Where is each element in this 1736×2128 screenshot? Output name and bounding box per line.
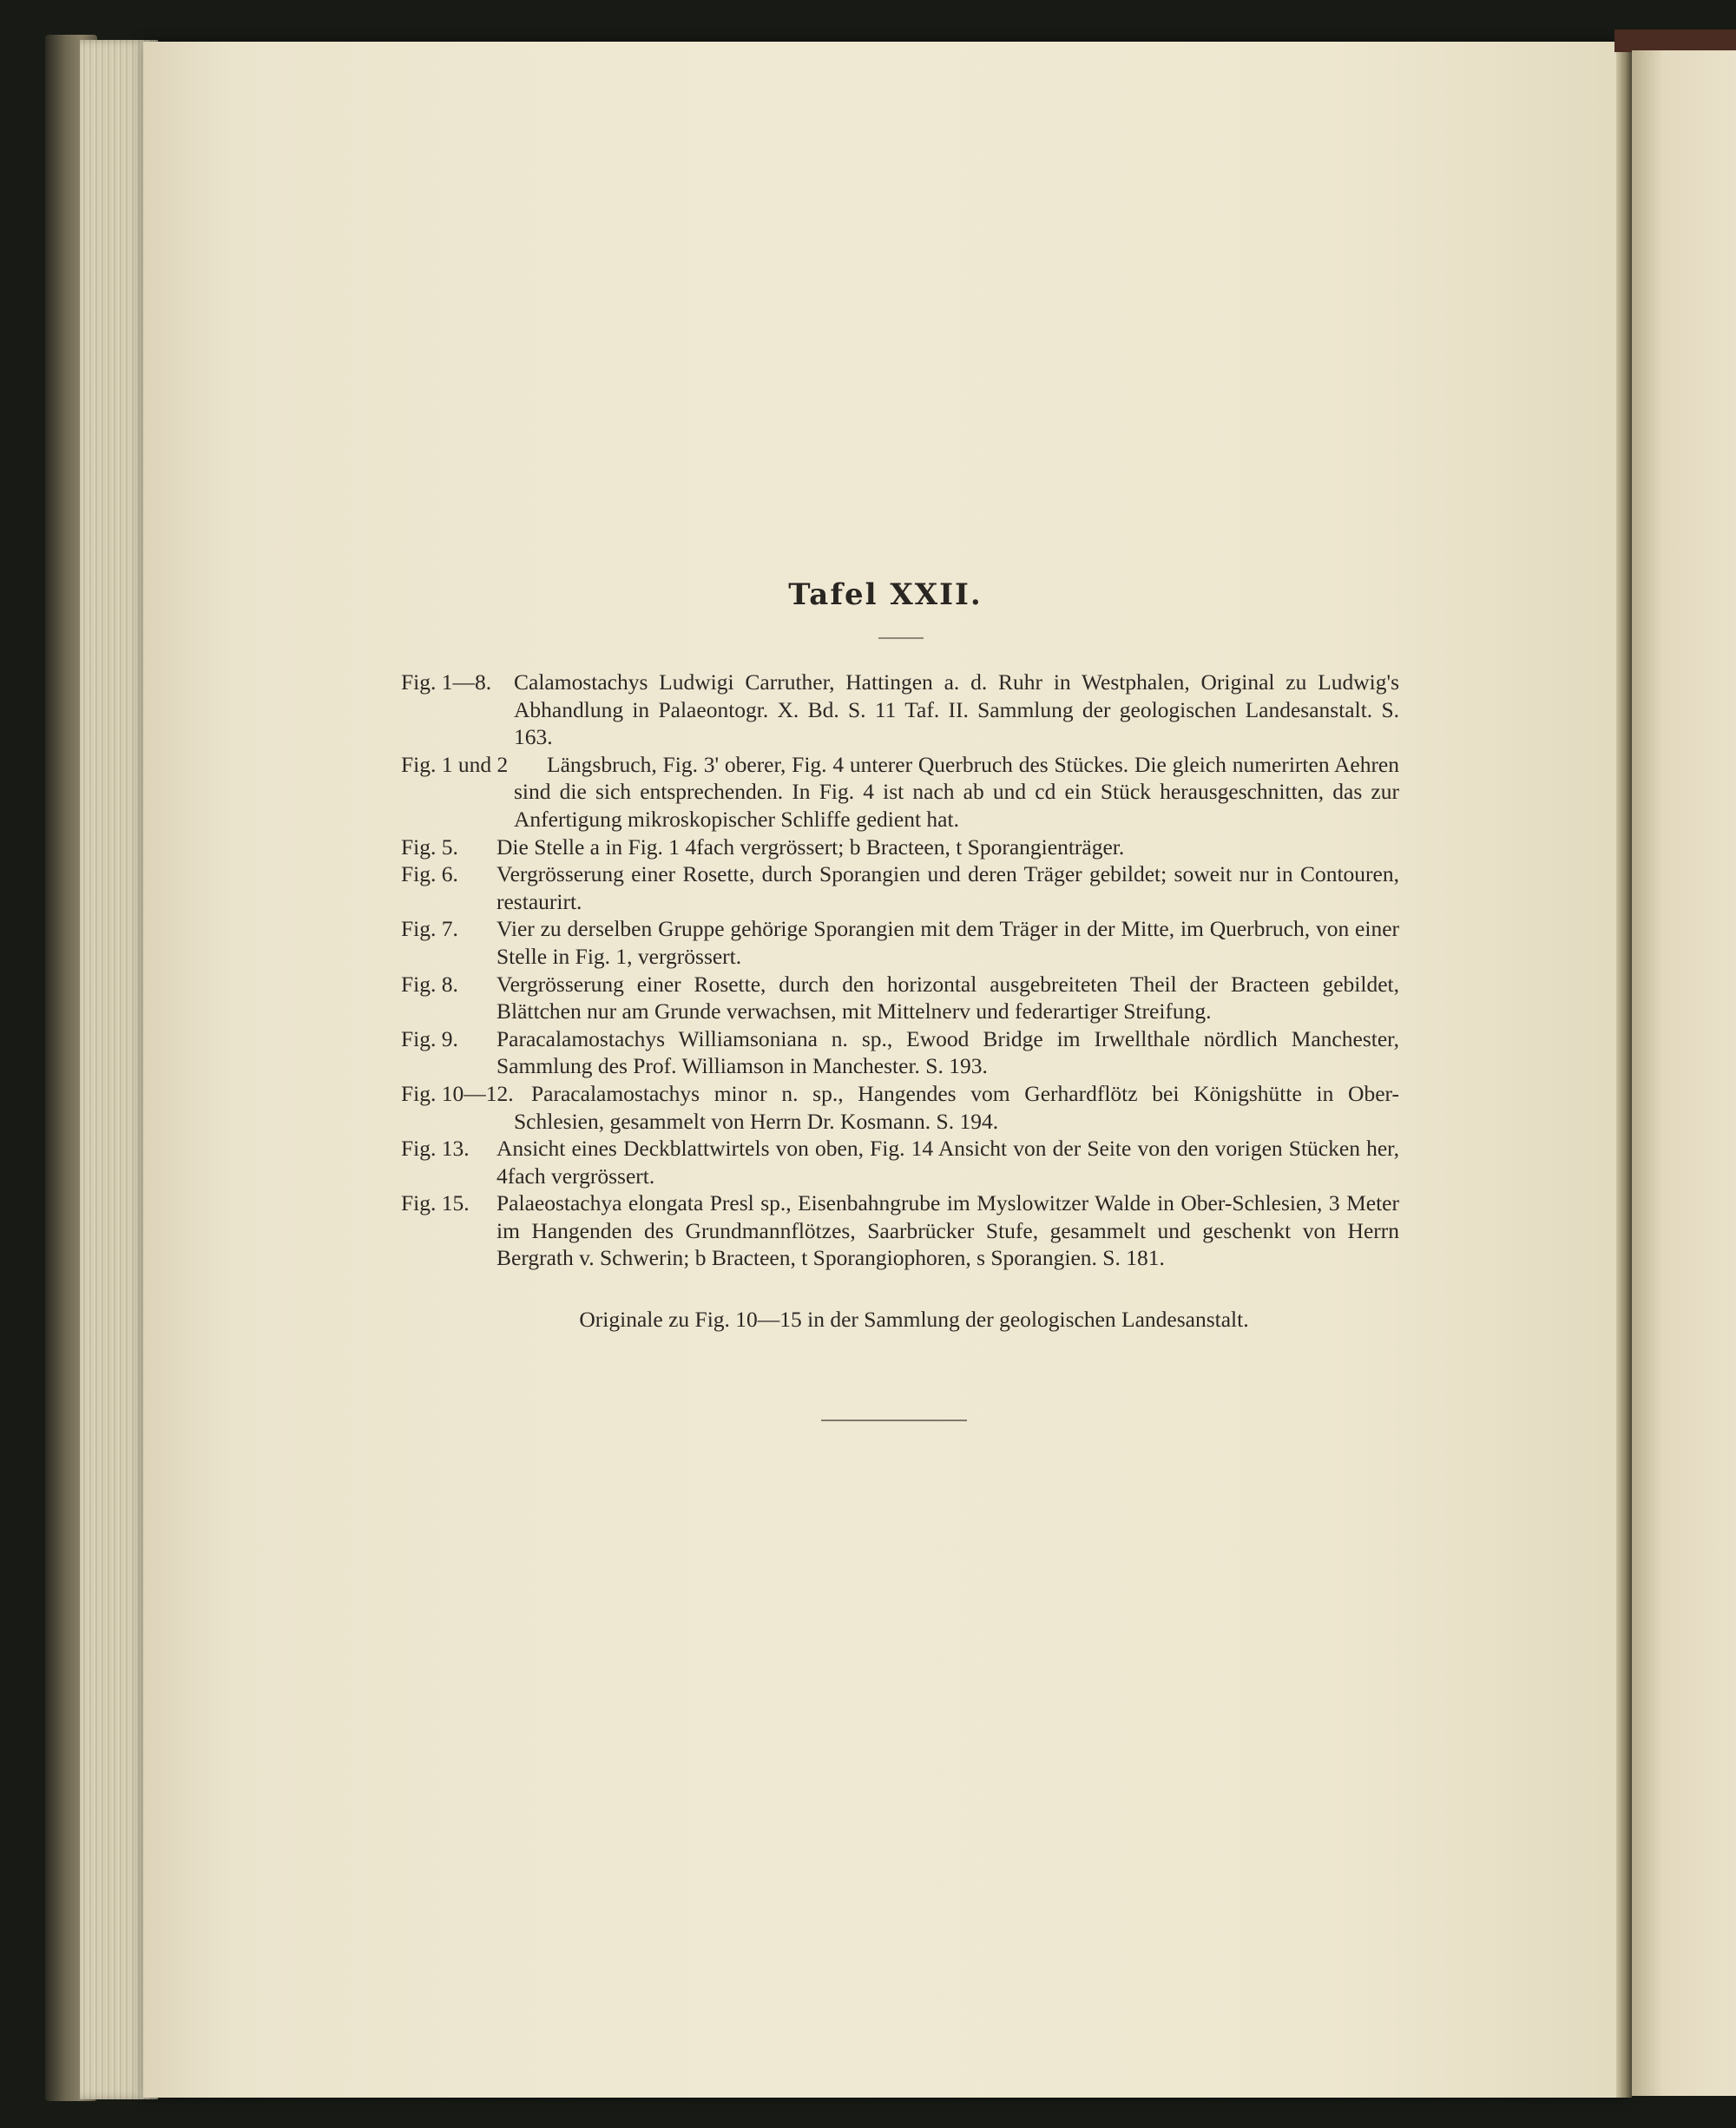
- legend-entry: [401, 833, 1399, 861]
- facing-page: [1632, 50, 1736, 2096]
- entry-text: Die Stelle a in Fig. 1 4fach vergrössert; b Bracteen, t Sporangienträger.: [496, 833, 1125, 860]
- legend-entry: [401, 1080, 1399, 1135]
- entry-label: Fig. 13.: [401, 1136, 470, 1162]
- entry-text: Vier zu derselben Gruppe gehörige Sporangien mit dem Träger in der Mitte, im Querbruch, von einer Stelle in Fig. 1, vergrössert.: [496, 916, 1399, 969]
- legend-entry: [401, 1135, 1399, 1189]
- legend-entry: [401, 1189, 1399, 1272]
- entry-text: Calamostachys Ludwigi Carruther, Hattingen a. d. Ruhr in Westphalen, Original zu Ludwig's Abhandlung in Palaeontogr. X. Bd. S. 11 Taf. II. Sammlung der geologischen Landesanstalt. S. 163.: [514, 669, 1399, 750]
- entry-text: Vergrösserung einer Rosette, durch Sporangien und deren Träger gebildet; soweit nur in Contouren, restaurirt.: [496, 861, 1399, 914]
- entry-label: Fig. 10—12.: [401, 1080, 514, 1106]
- entry-label: Fig. 8.: [401, 971, 458, 997]
- plate-title: Tafel XXII.: [788, 577, 983, 612]
- title-rule: [878, 637, 924, 639]
- entry-label: Fig. 1—8.: [401, 669, 492, 695]
- footer-note: Originale zu Fig. 10—15 in der Sammlung der geologischen Landesanstalt.: [579, 1307, 1249, 1332]
- legend-entry: [401, 915, 1399, 970]
- entry-text: Ansicht eines Deckblattwirtels von oben, Fig. 14 Ansicht von der Seite von den vorigen Stücken her, 4fach vergrössert.: [496, 1136, 1399, 1189]
- entry-label: Fig. 15.: [401, 1190, 470, 1216]
- legend-entry: [401, 860, 1399, 915]
- closing-rule: [821, 1420, 967, 1421]
- facing-cover: [1614, 30, 1736, 52]
- entry-text: Palaeostachya elongata Presl sp., Eisenbahngrube im Myslowitzer Walde in Ober-Schlesien, 3 Meter im Hangenden des Grundmannflötzes, Saarbrücker Stufe, gesammelt und geschenkt von Herrn Bergrath v. Schwerin; b Bracteen, t Sporangiophoren, s Sporangien. S. 181.: [496, 1190, 1399, 1271]
- legend-entry: [401, 1025, 1399, 1080]
- entry-label: Fig. 6.: [401, 861, 458, 887]
- entry-text: Paracalamostachys Williamsoniana n. sp., Ewood Bridge im Irwellthale nördlich Manchester, Sammlung des Prof. Williamson in Manchester. S. 193.: [496, 1025, 1399, 1079]
- legend-entry: [401, 971, 1399, 1025]
- entry-text: Längsbruch, Fig. 3' oberer, Fig. 4 unterer Querbruch des Stückes. Die gleich numerirten Aehren sind die sich entsprechenden. In Fig. 4 ist nach ab und cd ein Stück herausgeschnitten, das zur Anfertigung mikroskopischer Schliffe gedient hat.: [514, 751, 1399, 832]
- entry-text: Paracalamostachys minor n. sp., Hangendes vom Gerhardflötz bei Königshütte in Ober-Schlesien, gesammelt von Herrn Dr. Kosmann. S. 194.: [514, 1080, 1399, 1134]
- entry-label: Fig. 1 und 2: [401, 751, 509, 777]
- figure-legend: [401, 669, 1399, 1272]
- legend-entry: [401, 669, 1399, 751]
- legend-entry: [401, 751, 1399, 833]
- entry-label: Fig. 9.: [401, 1025, 458, 1051]
- book-gutter: [1616, 42, 1632, 2098]
- entry-label: Fig. 7.: [401, 916, 458, 942]
- entry-label: Fig. 5.: [401, 833, 458, 860]
- entry-text: Vergrösserung einer Rosette, durch den horizontal ausgebreiteten Theil der Bracteen gebildet, Blättchen nur am Grunde verwachsen, mit Mittelnerv und federartiger Streifung.: [496, 971, 1399, 1024]
